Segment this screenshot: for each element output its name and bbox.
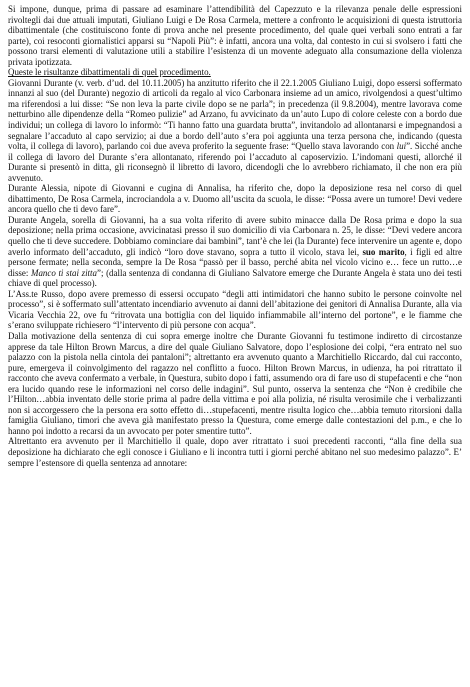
motivazione-text: Dalla motivazione della sentenza di cui sopra emerge inoltre che Durante Giovanni fu testimone indiretto di circostanze apprese da tale Hilton Brown Marcus, a dire del quale Giuliano Salvatore, dopo l’esplosione dei colpi, “era entrato nel suo palazzo con la pistola nella cintola dei pantaloni”; altrettanto era avvenuto quanto a Marchitiello Riccardo, dal cui racconto, pure, emergeva il coinvolgimento del ragazzo nel conflitto a fuoco. Hilton Brown Marcus, in udienza, ha poi ritrattato il racconto che aveva confermato a verbale, in Questura, subito dopo i fatti, assumendo ora di fare uso di stupefacenti e che “non era lucido quando rese le informazioni nel corso delle indagini”. Sul punto, osserva la sentenza che “Non è credibile che l’Hilton…abbia inventato delle storie prima al padre della vittima e poi alla polizia, né risulta verosimile che i verbalizzanti non si accorgessero che la persona era sotto effetto di…stupefacenti, mentre risulta logico che…abbia temuto ritorsioni dalla famiglia Giuliano, timori che aveva già manifestato presso la Questura, come emerge dalle contestazioni del p.m., e che lo hanno poi indotto a recarsi da un avvocato per poter smentire tutto”. — [8, 330, 462, 436]
alessia-text: Durante Alessia, nipote di Giovanni e cugina di Annalisa, ha riferito che, dopo la deposizione resa nel corso di quel dibattimento, De Rosa Carmela, incrociandola a v. Duomo all’uscita da scuola, le disse: “Possa avere un tumore! Devi vedere ancora quello che ti devo fare”. — [8, 183, 462, 215]
paragraph-section-heading — [8, 67, 462, 78]
angela-text-2: , i figli ed altre persone fermate; nella seconda, sempre la De Rosa “passò per il basso, perché abita nel vicolo vicino e… fece un rutto…e disse: — [8, 246, 462, 278]
intro-text: Si impone, dunque, prima di passare ad esaminare l’attendibilità del Capezzuto e la rilevanza penale delle espressioni rivoltegli dai due attuali imputati, Giuliano Luigi e De Rosa Carmela, mettere a confronto le acquisizioni di questa istruttoria dibattimentale (che costituiscono fonte di prova anche nel presente procedimento, del quale quei verbali sono entrati a far parte), coi resoconti giornalistici apparsi su “Napoli Più”: è infatti, ancora una volta, dal contesto in cui si svolsero i fatti che possono trarsi elementi di valutazione utili a stabilire l’esistenza di un movente adeguato alla consumazione della violenza privata ipotizzata. — [8, 4, 462, 67]
paragraph-alessia-durante — [8, 183, 462, 215]
russo-text: L’Ass.te Russo, dopo avere premesso di essersi occupato “degli atti intimidatori che hanno subito le persone coinvolte nel processo”, si è soffermato sull’attentato incendiario avvenuto ai danni dell’abitazione dei genitori di Annalisa Durante, alla via Vicaria Vecchia 22, ove fu “ritrovata una bottiglia con del liquido infiammabile all’interno del portone”, e le fiamme che s’erano sviluppate richiesero “l’intervento di più persone con acqua”. — [8, 288, 462, 331]
angela-text-bold: suo marito — [362, 246, 405, 257]
paragraph-angela-durante — [8, 215, 462, 289]
paragraph-intro — [8, 4, 462, 67]
angela-text-italic: Manco ti stai zitta — [31, 267, 97, 278]
giovanni-text-italic: lui — [396, 141, 407, 152]
paragraph-marchitiello — [8, 436, 462, 468]
marchitiello-text: Altrettanto era avvenuto per il Marchitiello il quale, dopo aver ritrattato i suoi precedenti racconti, “alla fine della sua deposizione ha dichiarato che egli conosce i Giuliano e li incontra tutti i giorni perché abitano nel suo medesimo palazzo”. E’ sempre l’estensore di quella sentenza ad annotare: — [8, 436, 462, 468]
paragraph-giovanni-durante — [8, 78, 462, 183]
document-page — [8, 4, 462, 684]
section-heading-text: Queste le risultanze dibattimentali di quel procedimento. — [8, 67, 211, 78]
giovanni-text-1: Giovanni Durante (v. verb. d’ud. del 10.11.2005) ha anzitutto riferito che il 22.1.2005 Giuliano Luigi, dopo essersi soffermato innanzi al suo (del Durante) negozio di articoli da regalo al vico Carbonara insieme ad un amico, rivolgendosi a quest’ultimo ma riferendosi a lui disse: “Se non leva la parte civile dopo se ne parla”; in precedenza (il 9.8.2004), mentre lavorava come netturbino alle dipendenze della “Romeo pulizie” ad Arzano, fu avvicinato da un’auto Lupo di colore celeste con a bordo due individui; un collega di lavoro lo informò: “Ti hanno fatto una guardata brutta”, invitandolo ad allontanarsi e impegnandosi a segnalare l’accaduto al capo servizio; ai due a bordo dell’auto s’era poi aggiunta una terza persona che, indicando (questa volta, il collega di lavoro), parlando coi due aveva proferito la seguente frase: “Quello stava lavorando con — [8, 77, 462, 152]
giovanni-text-2: ”. Sicché anche il collega di lavoro del Durante s’era allontanato, riferendo poi l’accaduto al caposervizio. L’indomani questi, allorché il Durante si presentò in ditta, gli riconsegnò il libretto di lavoro, dicendogli che lo avrebbero richiamato, il che non era più avvenuto. — [8, 141, 462, 183]
angela-text-3: ”; (dalla sentenza di condanna di Giuliano Salvatore emerge che Durante Angela è stata uno dei testi chiave di quel processo). — [8, 267, 462, 289]
paragraph-russo — [8, 289, 462, 331]
angela-text-1: Durante Angela, sorella di Giovanni, ha a sua volta riferito di avere subito minacce dalla De Rosa prima e dopo la sua deposizione; nella prima occasione, avvicinatasi presso il suo domicilio di via Carbonara n. 25, le disse: “Devi vedere ancora quello che ti deve succedere. Dobbiamo cominciare dai bambini”, tant’è che lei (la Durante) fece intervenire un agente e, dopo averlo informato dell’accaduto, gli indicò “loro dove stavano, sopra a tutto il vicolo, stava lei, — [8, 214, 462, 257]
paragraph-motivazione — [8, 331, 462, 436]
